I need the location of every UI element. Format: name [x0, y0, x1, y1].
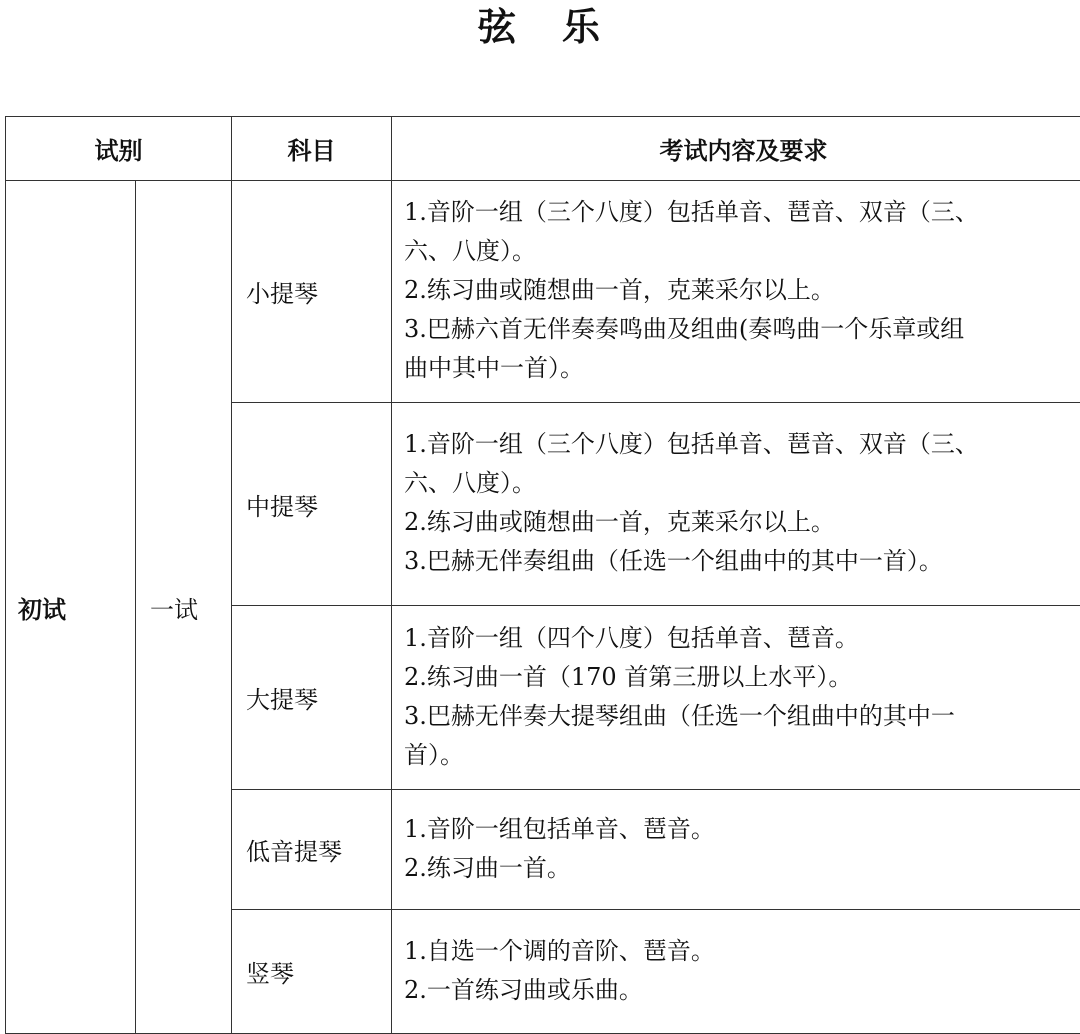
requirement-line: 3.巴赫六首无伴奏奏鸣曲及组曲(奏鸣曲一个乐章或组 [404, 310, 1080, 349]
round-cell: 一试 [136, 181, 232, 1034]
requirement-line: 六、八度）。 [404, 232, 1080, 271]
exam-requirements-table [5, 116, 1080, 1034]
requirements-cell [392, 403, 1080, 606]
requirement-line: 2.练习曲一首。 [404, 849, 1080, 888]
requirement-line: 2.练习曲一首（170 首第三册以上水平）。 [404, 658, 1080, 697]
subject-cell: 中提琴 [232, 403, 392, 606]
subject-cell: 大提琴 [232, 606, 392, 790]
table-header-row [6, 117, 1080, 181]
header-stage: 试别 [6, 117, 232, 181]
requirements-cell [392, 606, 1080, 790]
requirement-line: 2.练习曲或随想曲一首，克莱采尔以上。 [404, 271, 1080, 310]
page-title-char-1: 弦 [478, 4, 518, 49]
requirement-line: 2.练习曲或随想曲一首，克莱采尔以上。 [404, 503, 1080, 542]
requirement-line: 1.音阶一组（三个八度）包括单音、琶音、双音（三、 [404, 425, 1080, 464]
requirement-line: 曲中其中一首）。 [404, 349, 1080, 388]
table-row [6, 181, 1080, 403]
requirement-line: 2.一首练习曲或乐曲。 [404, 971, 1080, 1010]
stage-cell: 初试 [6, 181, 136, 1034]
page-title [0, 4, 1080, 50]
subject-cell: 低音提琴 [232, 790, 392, 910]
requirement-line: 1.音阶一组（三个八度）包括单音、琶音、双音（三、 [404, 193, 1080, 232]
requirement-line: 1.音阶一组（四个八度）包括单音、琶音。 [404, 619, 1080, 658]
requirement-line: 1.音阶一组包括单音、琶音。 [404, 810, 1080, 849]
requirement-line: 3.巴赫无伴奏组曲（任选一个组曲中的其中一首）。 [404, 542, 1080, 581]
requirement-line: 首）。 [404, 736, 1080, 775]
page-title-char-2: 乐 [562, 4, 602, 49]
subject-cell: 竖琴 [232, 910, 392, 1034]
requirement-line: 六、八度）。 [404, 464, 1080, 503]
requirements-cell [392, 910, 1080, 1034]
requirements-cell [392, 181, 1080, 403]
subject-cell: 小提琴 [232, 181, 392, 403]
requirement-line: 1.自选一个调的音阶、琶音。 [404, 932, 1080, 971]
requirements-cell [392, 790, 1080, 910]
requirement-line: 3.巴赫无伴奏大提琴组曲（任选一个组曲中的其中一 [404, 697, 1080, 736]
header-subject: 科目 [232, 117, 392, 181]
header-requirements: 考试内容及要求 [392, 117, 1080, 181]
